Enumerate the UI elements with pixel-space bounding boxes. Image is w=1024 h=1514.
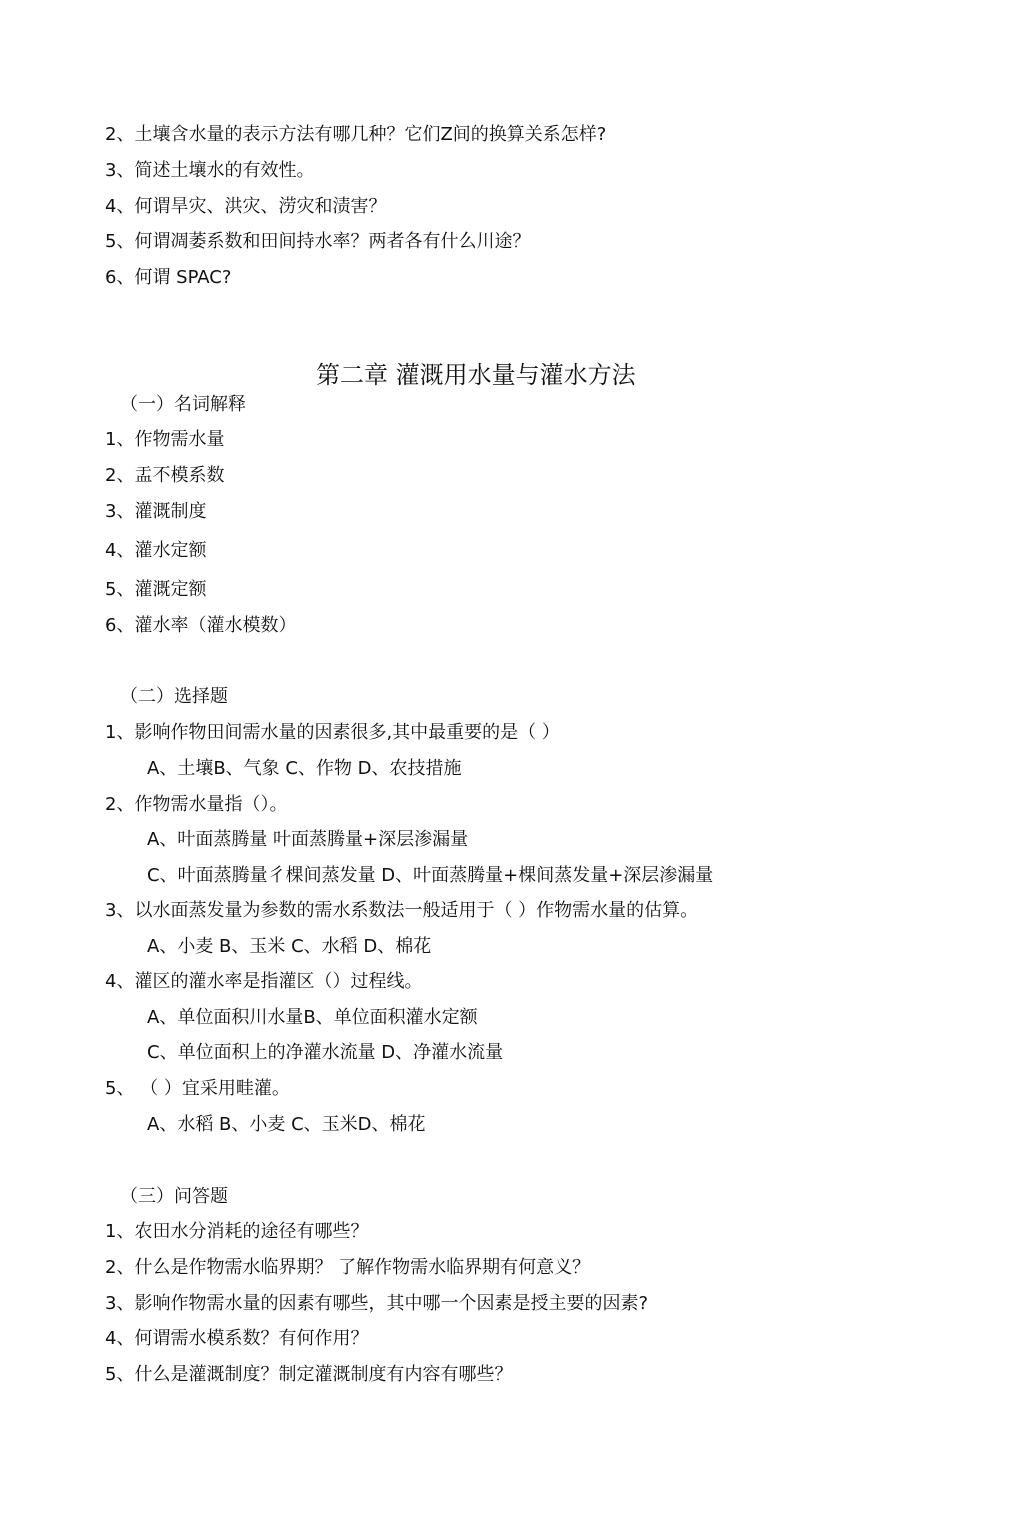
term-item: 2、盂不模系数: [105, 465, 225, 486]
qa-question: 3、影响作物需水量的因素有哪些，其中哪一个因素是授主要的因素?: [105, 1293, 649, 1314]
choice-question-4: 4、灌区的灌水率是指灌区（）过程线。: [105, 971, 423, 992]
prev-question-5: 5、何谓凋萎系数和田间持水率？两者各有什么川途？: [105, 231, 531, 252]
prev-question-2: 2、土壤含水量的表示方法有哪几种？它们Z间的换算关系怎样?: [105, 124, 607, 145]
qa-question: 4、何谓需水模系数？有何作用？: [105, 1328, 369, 1349]
chapter-title: 第二章 灌溉用水量与灌水方法: [316, 361, 636, 389]
choice-options-2b: C、叶面蒸腾量彳棵间蒸发量 D、叶面蒸腾量+棵间蒸发量+深层渗漏量: [147, 865, 714, 886]
choice-question-2: 2、作物需水量指（）。: [105, 794, 288, 815]
choice-options-5: A、水稻 B、小麦 C、玉米D、棉花: [147, 1114, 426, 1135]
choice-options-2a: A、叶面蒸腾量 叶面蒸腾量+深层渗漏量: [147, 829, 469, 850]
choice-question-5: 5、 （ ）宜采用畦灌。: [105, 1078, 290, 1099]
term-item: 6、灌水率（灌水模数）: [105, 615, 297, 636]
qa-question: 2、什么是作物需水临界期？ 了解作物需水临界期有何意义？: [105, 1257, 591, 1278]
choice-question-3: 3、以水面蒸发量为参数的需水系数法一般适用于（ ）作物需水量的估算。: [105, 900, 699, 921]
choice-options-4a: A、单位面积川水量B、单位面积灌水定额: [147, 1007, 478, 1028]
term-item: 5、灌溉定额: [105, 579, 207, 600]
section-heading-terms: （一）名词解释: [120, 394, 246, 415]
section-heading-qa: （三）问答题: [120, 1186, 228, 1207]
prev-question-4: 4、何谓旱灾、洪灾、涝灾和渍害？: [105, 196, 387, 217]
term-item: 3、灌溉制度: [105, 501, 207, 522]
choice-question-1: 1、影响作物田间需水量的因素很多,其中最重要的是（ ）: [105, 722, 560, 743]
term-item: 4、灌水定额: [105, 540, 207, 561]
choice-options-4b: C、单位面积上的净灌水流量 D、净灌水流量: [147, 1042, 504, 1063]
qa-question: 5、什么是灌溉制度？制定灌溉制度有内容有哪些？: [105, 1364, 513, 1385]
prev-question-3: 3、简述土壤水的有效性。: [105, 160, 315, 181]
term-item: 1、作物需水量: [105, 429, 225, 450]
prev-question-6: 6、何谓 SPAC?: [105, 267, 232, 288]
qa-question: 1、农田水分消耗的途径有哪些？: [105, 1221, 369, 1242]
choice-options-1: A、土壤B、气象 C、作物 D、农技措施: [147, 758, 462, 779]
choice-options-3: A、小麦 B、玉米 C、水稻 D、棉花: [147, 936, 432, 957]
section-heading-choice: （二）选择题: [120, 686, 228, 707]
